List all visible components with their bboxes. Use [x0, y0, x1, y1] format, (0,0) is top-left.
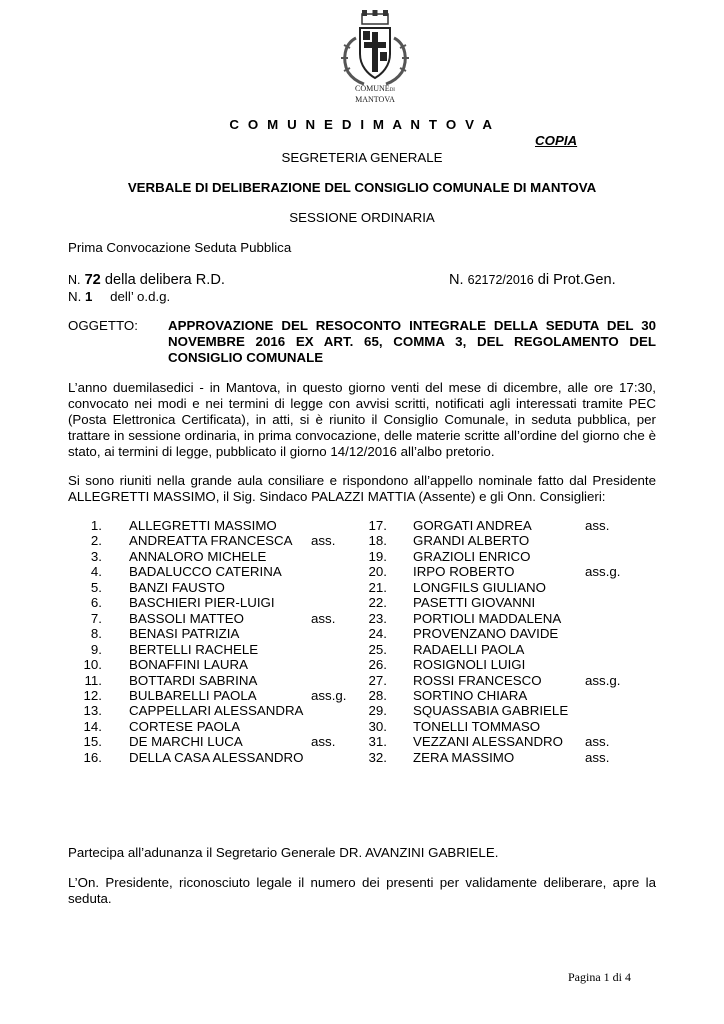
councillor-number: 9.: [90, 641, 102, 657]
councillor-number: 14.: [83, 718, 102, 734]
councillor-name: ZERA MASSIMO: [413, 749, 515, 765]
absence-note: ass.: [585, 518, 610, 533]
prot-text: di Prot.Gen.: [537, 272, 616, 288]
councillor-name: GORGATI ANDREA: [413, 518, 532, 533]
councillor-number: 32.: [368, 749, 387, 765]
councillor-number: 15.: [83, 734, 102, 750]
councillor-number: 25.: [368, 641, 387, 657]
councillor-name: GRANDI ALBERTO: [413, 533, 530, 549]
logo-caption: [336, 84, 414, 104]
councillor-number: 29.: [368, 703, 387, 719]
councillor-number: 16.: [83, 749, 102, 765]
oggetto-label: OGGETTO:: [68, 318, 138, 333]
councillor-name: ALLEGRETTI MASSIMO: [129, 518, 277, 533]
absence-note: ass.: [311, 533, 336, 549]
councillor-row: [0, 703, 724, 719]
councillor-number: 31.: [368, 734, 387, 750]
councillor-name: IRPO ROBERTO: [413, 564, 515, 580]
delibera-text: della delibera R.D.: [104, 272, 225, 288]
councillor-number: 5.: [90, 579, 102, 595]
councillor-name: BANZI FAUSTO: [129, 579, 225, 595]
logo-text-line2: MANTOVA: [355, 95, 395, 104]
councillor-number: 2.: [90, 533, 102, 549]
councillor-name: ROSSI FRANCESCO: [413, 672, 542, 688]
councillor-row: [0, 734, 724, 750]
councillor-name: BULBARELLI PAOLA: [129, 687, 257, 703]
odg-text: dell’ o.d.g.: [110, 289, 171, 304]
councillor-number: 27.: [368, 672, 387, 688]
delibera-n-label: N.: [68, 273, 81, 287]
logo-text-small: DI: [389, 88, 395, 93]
councillor-row: [0, 657, 724, 673]
councillor-name: BONAFFINI LAURA: [129, 657, 248, 673]
councillor-name: ANNALORO MICHELE: [129, 548, 267, 564]
councillor-number: 23.: [368, 610, 387, 626]
councillor-name: BASSOLI MATTEO: [129, 610, 245, 626]
odg-line: [68, 289, 170, 304]
prot-n-label: N.: [449, 272, 464, 288]
councillor-row: [0, 564, 724, 580]
councillor-number: 11.: [84, 672, 102, 688]
councillor-name: BENASI PATRIZIA: [129, 626, 240, 642]
councillor-number: 10.: [83, 657, 102, 673]
councillor-number: 4.: [90, 564, 102, 580]
councillor-number: 22.: [368, 595, 387, 611]
councillor-name: BOTTARDI SABRINA: [129, 672, 258, 688]
councillor-number: 13.: [83, 703, 102, 719]
councillor-name: ANDREATTA FRANCESCA: [129, 533, 293, 549]
odg-n-label: N.: [68, 289, 82, 304]
odg-number: 1: [85, 289, 93, 304]
absence-note: ass.: [585, 749, 610, 765]
councillor-row: [0, 549, 724, 565]
councillor-row: [0, 673, 724, 689]
councillor-name: BASCHIERI PIER-LUIGI: [129, 595, 275, 611]
councillor-name: SQUASSABIA GABRIELE: [413, 703, 569, 719]
councillor-row: [0, 580, 724, 596]
absence-note: ass.g.: [585, 564, 621, 580]
councillor-number: 17.: [368, 518, 387, 533]
councillor-number: 8.: [90, 626, 102, 642]
convocazione-text: Prima Convocazione Seduta Pubblica: [68, 240, 292, 255]
councillor-name: BADALUCCO CATERINA: [129, 564, 282, 580]
councillor-number: 7.: [90, 610, 102, 626]
councillor-number: 26.: [368, 657, 387, 673]
councillor-row: [0, 626, 724, 642]
councillor-row: [0, 518, 724, 534]
councillor-row: [0, 611, 724, 627]
councillor-row: [0, 642, 724, 658]
councillor-number: 12.: [83, 687, 102, 703]
councillor-name: VEZZANI ALESSANDRO: [413, 734, 563, 750]
councillor-name: PASETTI GIOVANNI: [413, 595, 536, 611]
comune-logo: [336, 8, 414, 108]
absence-note: ass.: [585, 734, 610, 750]
verbale-title: VERBALE DI DELIBERAZIONE DEL CONSIGLIO COMUNALE DI MANTOVA: [127, 180, 597, 195]
councillor-name: LONGFILS GIULIANO: [413, 579, 547, 595]
absence-note: ass.g.: [311, 687, 347, 703]
delibera-number-line: [68, 272, 225, 288]
prot-number: 62172/2016: [467, 273, 534, 287]
councillor-name: DELLA CASA ALESSANDRO: [129, 749, 304, 765]
paragraph-convocation: L’anno duemilasedici - in Mantova, in questo giorno venti del mese di dicembre, alle ore 17:30, convocato nei modi e nei termini di legge con avvisi scritti, notificati agli interessati tramite PEC (Posta Elettronica Certificata), in atti, si è riunito il Consiglio Comunale, in seduta pubblica, per trattare in sessione ordinaria, in prima convocazione, delle materie scritte all’ordine del giorno che è stato, ai termini di legge, pubblicato il giorno 14/12/2016 all’albo pretorio.: [68, 380, 656, 459]
councillor-name: RADAELLI PAOLA: [413, 641, 525, 657]
comune-title: C O M U N E D I M A N T O V A: [229, 117, 495, 132]
councillor-row: [0, 750, 724, 766]
councillor-name: BERTELLI RACHELE: [129, 641, 259, 657]
logo-text-line1: COMUNE: [355, 84, 390, 93]
councillor-name: TONELLI TOMMASO: [413, 718, 541, 734]
councillor-name: ROSIGNOLI LUIGI: [413, 657, 526, 673]
councillor-number: 20.: [368, 564, 387, 580]
councillor-row: [0, 688, 724, 704]
councillor-number: 21.: [368, 579, 387, 595]
copia-label: COPIA: [535, 133, 578, 148]
paragraph-opening: L’On. Presidente, riconosciuto legale il numero dei presenti per validamente deliberare, apre la seduta.: [68, 875, 656, 906]
councillor-number: 24.: [368, 626, 387, 642]
councillor-number: 6.: [90, 595, 102, 611]
segreteria-title: SEGRETERIA GENERALE: [281, 150, 443, 165]
councillor-name: DE MARCHI LUCA: [129, 734, 243, 750]
councillor-name: PROVENZANO DAVIDE: [413, 626, 559, 642]
absence-note: ass.: [311, 734, 336, 750]
councillor-row: [0, 595, 724, 611]
councillor-number: 30.: [368, 718, 387, 734]
paragraph-secretary: Partecipa all’adunanza il Segretario Generale DR. AVANZINI GABRIELE.: [68, 845, 499, 860]
councillor-row: [0, 533, 724, 549]
councillor-number: 19.: [368, 548, 387, 564]
councillor-number: 1.: [90, 518, 102, 533]
page-number: Pagina 1 di 4: [568, 970, 631, 984]
councillor-name: CORTESE PAOLA: [129, 718, 241, 734]
absence-note: ass.: [311, 610, 336, 626]
councillor-number: 18.: [368, 533, 387, 549]
oggetto-text: APPROVAZIONE DEL RESOCONTO INTEGRALE DELLA SEDUTA DEL 30 NOVEMBRE 2016 EX ART. 65, COMMA 3, DEL REGOLAMENTO DEL CONSIGLIO COMUNALE: [168, 318, 656, 365]
councillor-row: [0, 719, 724, 735]
councillor-name: PORTIOLI MADDALENA: [413, 610, 562, 626]
protocol-line: [449, 272, 616, 288]
councillor-number: 28.: [368, 687, 387, 703]
paragraph-roll-call: Si sono riuniti nella grande aula consiliare e rispondono all’appello nominale fatto dal Presidente ALLEGRETTI MASSIMO, il Sig. Sindaco PALAZZI MATTIA (Assente) e gli Onn. Consiglieri:: [68, 473, 656, 504]
councillor-name: SORTINO CHIARA: [413, 687, 528, 703]
sessione-title: SESSIONE ORDINARIA: [289, 210, 435, 225]
councillor-name: CAPPELLARI ALESSANDRA: [129, 703, 304, 719]
absence-note: ass.g.: [585, 672, 621, 688]
councillor-number: 3.: [90, 548, 102, 564]
councillor-name: GRAZIOLI ENRICO: [413, 548, 531, 564]
delibera-number: 72: [84, 272, 101, 288]
